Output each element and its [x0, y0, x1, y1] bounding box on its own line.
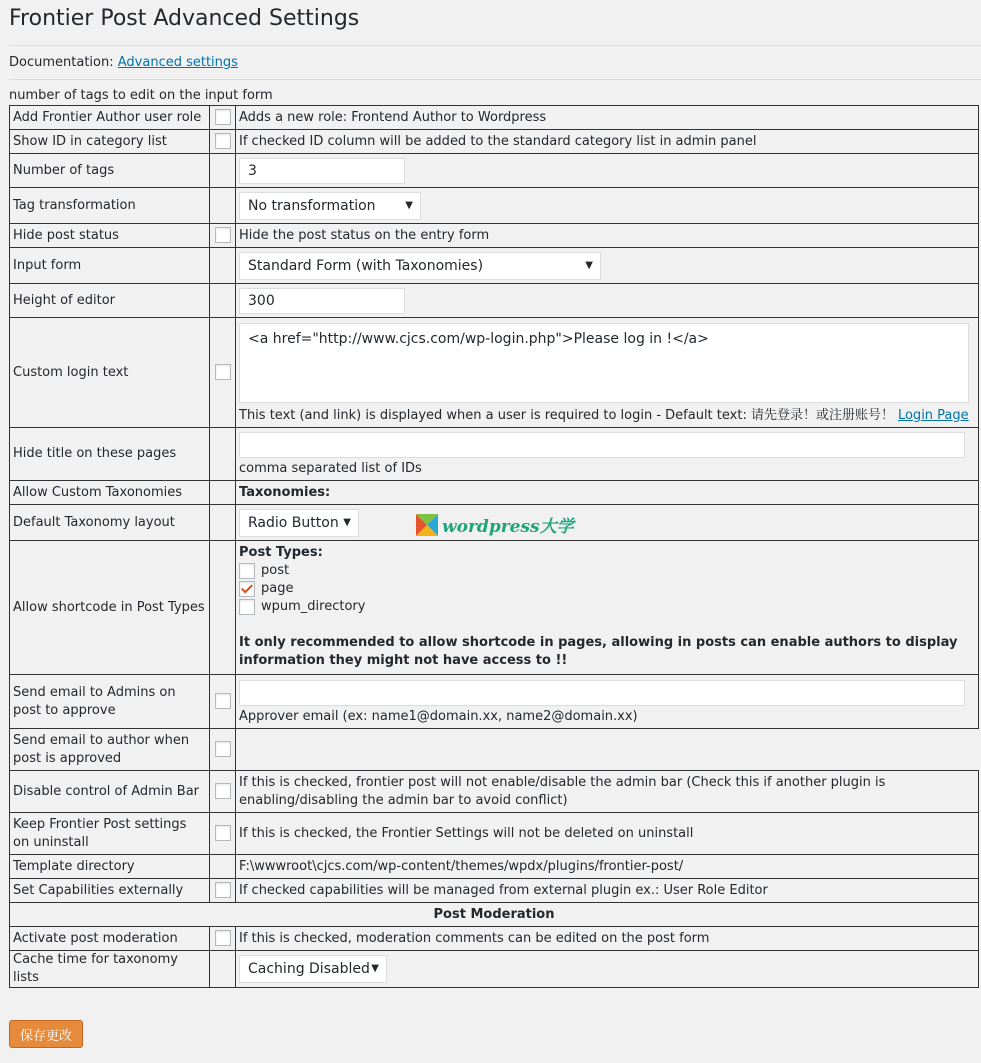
post-type-item: [239, 598, 975, 616]
setting-label: Hide post status: [10, 224, 210, 248]
login-page-link[interactable]: Login Page: [897, 407, 969, 423]
row-cache-time: [10, 951, 979, 988]
hide-title-input[interactable]: [239, 432, 965, 458]
settings-table: [9, 105, 979, 988]
chevron-down-icon: ▼: [343, 516, 351, 528]
row-template-directory: [10, 855, 979, 879]
page-title: Frontier Post Advanced Settings: [9, 6, 360, 31]
setting-label: Hide title on these pages: [10, 428, 210, 481]
setting-label: Send email to Admins on post to approve: [10, 675, 210, 729]
author-role-checkbox[interactable]: [215, 109, 231, 125]
setting-label: Allow Custom Taxonomies: [10, 481, 210, 505]
cache-time-select[interactable]: [239, 955, 387, 983]
capabilities-checkbox[interactable]: [215, 882, 231, 898]
post-type-checkbox[interactable]: [239, 563, 255, 579]
wordpress-daxue-logo: [416, 512, 574, 537]
table-caption: number of tags to edit on the input form: [9, 88, 273, 103]
setting-desc: If this is checked, moderation comments can be edited on the post form: [236, 927, 979, 951]
select-value: Standard Form (with Taxonomies): [248, 257, 484, 274]
setting-label: Disable control of Admin Bar: [10, 771, 210, 813]
post-type-label: page: [261, 581, 294, 596]
row-author-role: [10, 106, 979, 130]
setting-label: Activate post moderation: [10, 927, 210, 951]
setting-label: Default Taxonomy layout: [10, 505, 210, 541]
documentation-label: Documentation:: [9, 55, 114, 70]
login-text-checkbox[interactable]: [215, 364, 231, 380]
divider: [9, 79, 981, 80]
setting-label: Send email to author when post is approved: [10, 729, 210, 771]
setting-desc: Adds a new role: Frontend Author to Wordpress: [236, 106, 979, 130]
documentation-line: [9, 55, 238, 70]
input-form-select[interactable]: [239, 252, 601, 280]
setting-desc: If checked ID column will be added to the standard category list in admin panel: [236, 130, 979, 154]
row-custom-login-text: [10, 318, 979, 428]
section-heading: Post Moderation: [10, 903, 979, 927]
row-input-form: [10, 248, 979, 284]
setting-desc: Approver email (ex: name1@domain.xx, name2@domain.xx): [239, 708, 638, 724]
shortcode-warning: It only recommended to allow shortcode in pages, allowing in posts can enable authors to display information they might not have access to !!: [239, 635, 958, 668]
post-type-checkbox[interactable]: [239, 599, 255, 615]
post-type-checkbox[interactable]: [239, 581, 255, 597]
editor-height-input[interactable]: 300: [239, 288, 405, 314]
setting-label: Number of tags: [10, 154, 210, 188]
setting-desc: If checked capabilities will be managed from external plugin ex.: User Role Editor: [236, 879, 979, 903]
select-value: Caching Disabled: [248, 961, 370, 977]
keep-settings-checkbox[interactable]: [215, 825, 231, 841]
moderation-checkbox[interactable]: [215, 930, 231, 946]
setting-label: Height of editor: [10, 284, 210, 318]
post-type-label: wpum_directory: [261, 599, 366, 614]
row-show-id: [10, 130, 979, 154]
row-hide-title: [10, 428, 979, 481]
setting-desc: Hide the post status on the entry form: [236, 224, 979, 248]
setting-label: Allow shortcode in Post Types: [10, 541, 210, 675]
row-activate-moderation: [10, 927, 979, 951]
template-path: F:\wwwroot\cjcs.com/wp-content/themes/wpdx/plugins/frontier-post/: [236, 855, 979, 879]
login-text-textarea[interactable]: <a href="http://www.cjcs.com/wp-login.php">Please log in !</a>: [239, 323, 969, 403]
advanced-settings-link[interactable]: Advanced settings: [117, 55, 238, 70]
setting-label: Cache time for taxonomy lists: [10, 951, 210, 988]
divider: [9, 45, 981, 46]
save-changes-button[interactable]: 保存更改: [9, 1020, 83, 1048]
row-custom-taxonomies: [10, 481, 979, 505]
logo-icon: [416, 514, 438, 536]
admin-bar-checkbox[interactable]: [215, 783, 231, 799]
row-allow-shortcode: [10, 541, 979, 675]
setting-label: Keep Frontier Post settings on uninstall: [10, 813, 210, 855]
row-hide-post-status: [10, 224, 979, 248]
setting-desc: If this is checked, frontier post will not enable/disable the admin bar (Check this if another plugin is enabling/disabling the admin bar to avoid conflict): [236, 771, 979, 813]
row-capabilities: [10, 879, 979, 903]
post-types-heading: Post Types:: [239, 545, 323, 560]
post-type-label: post: [261, 563, 290, 578]
setting-label: Tag transformation: [10, 188, 210, 224]
number-of-tags-input[interactable]: 3: [239, 158, 405, 184]
post-type-item: [239, 580, 975, 598]
row-tag-transformation: [10, 188, 979, 224]
chevron-down-icon: ▼: [371, 963, 379, 974]
taxonomy-layout-select[interactable]: [239, 509, 359, 537]
tag-transformation-select[interactable]: [239, 192, 421, 220]
setting-label: Custom login text: [10, 318, 210, 428]
setting-label: Input form: [10, 248, 210, 284]
chevron-down-icon: ▼: [405, 199, 413, 211]
setting-label: Set Capabilities externally: [10, 879, 210, 903]
show-id-checkbox[interactable]: [215, 133, 231, 149]
row-keep-settings: [10, 813, 979, 855]
select-value: No transformation: [248, 197, 376, 214]
setting-desc: If this is checked, the Frontier Settings will not be deleted on uninstall: [236, 813, 979, 855]
approver-email-input[interactable]: [239, 680, 965, 706]
setting-label: Add Frontier Author user role: [10, 106, 210, 130]
post-type-item: [239, 562, 975, 580]
logo-text: wordpress大学: [442, 517, 574, 537]
row-moderation-header: [10, 903, 979, 927]
email-admins-checkbox[interactable]: [215, 693, 231, 709]
row-height-of-editor: [10, 284, 979, 318]
setting-desc: This text (and link) is displayed when a user is required to login - Default text: 请先登录！或注册账号！: [239, 407, 894, 423]
select-value: Radio Button: [248, 514, 339, 531]
row-email-author: [10, 729, 979, 771]
taxonomies-heading: Taxonomies:: [236, 481, 979, 505]
setting-label: Show ID in category list: [10, 130, 210, 154]
chevron-down-icon: ▼: [585, 259, 593, 271]
row-admin-bar: [10, 771, 979, 813]
row-number-of-tags: [10, 154, 979, 188]
row-email-admins: [10, 675, 979, 729]
email-author-checkbox[interactable]: [215, 741, 231, 757]
setting-label: Template directory: [10, 855, 210, 879]
hide-status-checkbox[interactable]: [215, 227, 231, 243]
setting-desc: comma separated list of IDs: [239, 461, 422, 476]
